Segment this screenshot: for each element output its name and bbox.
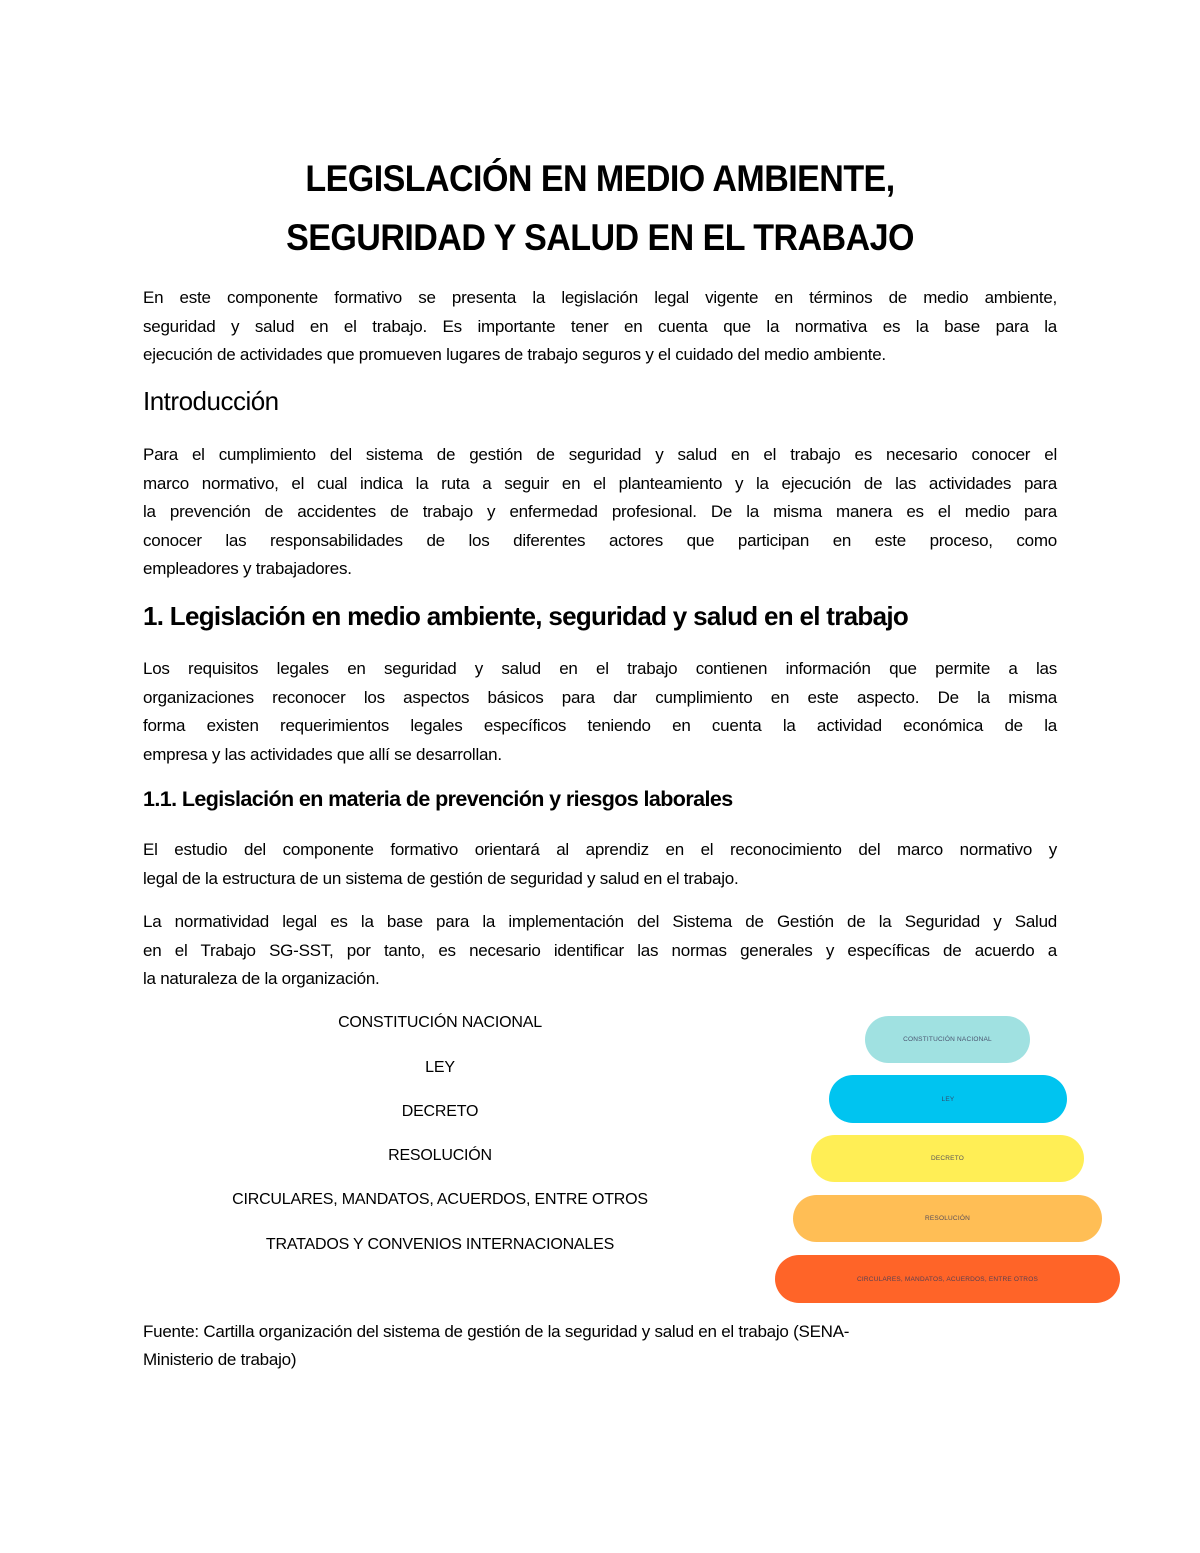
introduccion-paragraph — [143, 441, 1057, 584]
text-line: conocer las responsabilidades de los diferentes actores que participan en este proceso, como — [143, 530, 1057, 550]
section-1-paragraph — [143, 655, 1057, 769]
text-line: empleadores y trabajadores. — [143, 559, 352, 578]
text-line: la prevención de accidentes de trabajo y enfermedad profesional. De la misma manera es el medio para — [143, 502, 1057, 521]
text-line: Los requisitos legales en seguridad y salud en el trabajo contienen información que permite a las — [143, 659, 1057, 678]
pyramid-pill-decreto — [811, 1135, 1084, 1182]
text-line: legal de la estructura de un sistema de gestión de seguridad y salud en el trabajo. — [143, 868, 739, 888]
text-line: ejecución de actividades que promueven lugares de trabajo seguros y el cuidado del medio ambiente. — [143, 345, 886, 364]
pyramid-pill-constitucion — [865, 1016, 1030, 1063]
level-ley: LEY — [425, 1059, 455, 1076]
text-line: Para el cumplimiento del sistema de gestión de seguridad y salud en el trabajo es necesario conocer el — [143, 445, 1057, 464]
text-line: marco normativo, el cual indica la ruta a seguir en el planteamiento y la ejecución de las actividades para — [143, 473, 1057, 493]
pyramid-pill-ley — [829, 1075, 1067, 1123]
text-line: empresa y las actividades que allí se desarrollan. — [143, 744, 502, 764]
section-1-1-paragraph-1 — [143, 836, 1057, 893]
text-line: en el Trabajo SG-SST, por tanto, es necesario identificar las normas generales y específicas de acuerdo a — [143, 940, 1057, 960]
text-line: El estudio del componente formativo orientará al aprendiz en el reconocimiento del marco normativo y — [143, 840, 1057, 859]
heading-section-1-1: 1.1. Legislación en materia de prevención y riesgos laborales — [143, 787, 733, 811]
pill-label: CONSTITUCIÓN NACIONAL — [903, 1036, 992, 1043]
pill-label: LEY — [941, 1095, 955, 1103]
source-citation — [143, 1318, 1043, 1374]
text-line: La normatividad legal es la base para la implementación del Sistema de Gestión de la Seguridad y Salud — [143, 912, 1057, 931]
level-resolucion: RESOLUCIÓN — [388, 1147, 492, 1164]
text-line: organizaciones reconocer los aspectos básicos para dar cumplimiento en este aspecto. De la misma — [143, 687, 1057, 707]
pill-label: DECRETO — [930, 1155, 965, 1162]
pill-label: CIRCULARES, MANDATOS, ACUERDOS, ENTRE OTROS — [857, 1275, 1038, 1283]
text-line: seguridad y salud en el trabajo. Es importante tener en cuenta que la normativa es la base para la — [143, 316, 1057, 336]
intro-paragraph — [143, 284, 1057, 370]
text-line: Ministerio de trabajo) — [143, 1350, 297, 1369]
level-constitucion: CONSTITUCIÓN NACIONAL — [338, 1014, 542, 1031]
page-title-line-1: LEGISLACIÓN EN MEDIO AMBIENTE, — [305, 158, 895, 199]
level-decreto: DECRETO — [401, 1103, 479, 1120]
heading-section-1: 1. Legislación en medio ambiente, seguridad y salud en el trabajo — [143, 601, 909, 631]
page-title-line-2: SEGURIDAD Y SALUD EN EL TRABAJO — [286, 217, 914, 258]
text-line: En este componente formativo se presenta la legislación legal vigente en términos de medio ambiente, — [143, 288, 1057, 307]
pyramid-pill-circulares — [775, 1255, 1120, 1303]
pill-label: RESOLUCIÓN — [925, 1215, 970, 1222]
level-circulares: CIRCULARES, MANDATOS, ACUERDOS, ENTRE OTROS — [232, 1191, 648, 1208]
level-tratados: TRATADOS Y CONVENIOS INTERNACIONALES — [265, 1236, 615, 1253]
pyramid-pill-resolucion — [793, 1195, 1102, 1242]
text-line: Fuente: Cartilla organización del sistema de gestión de la seguridad y salud en el trabajo (SENA- — [143, 1322, 850, 1341]
heading-introduccion: Introducción — [143, 386, 279, 416]
text-line: forma existen requerimientos legales específicos teniendo en cuenta la actividad económica de la — [143, 716, 1057, 735]
text-line: la naturaleza de la organización. — [143, 969, 380, 988]
section-1-1-paragraph-2 — [143, 908, 1057, 994]
